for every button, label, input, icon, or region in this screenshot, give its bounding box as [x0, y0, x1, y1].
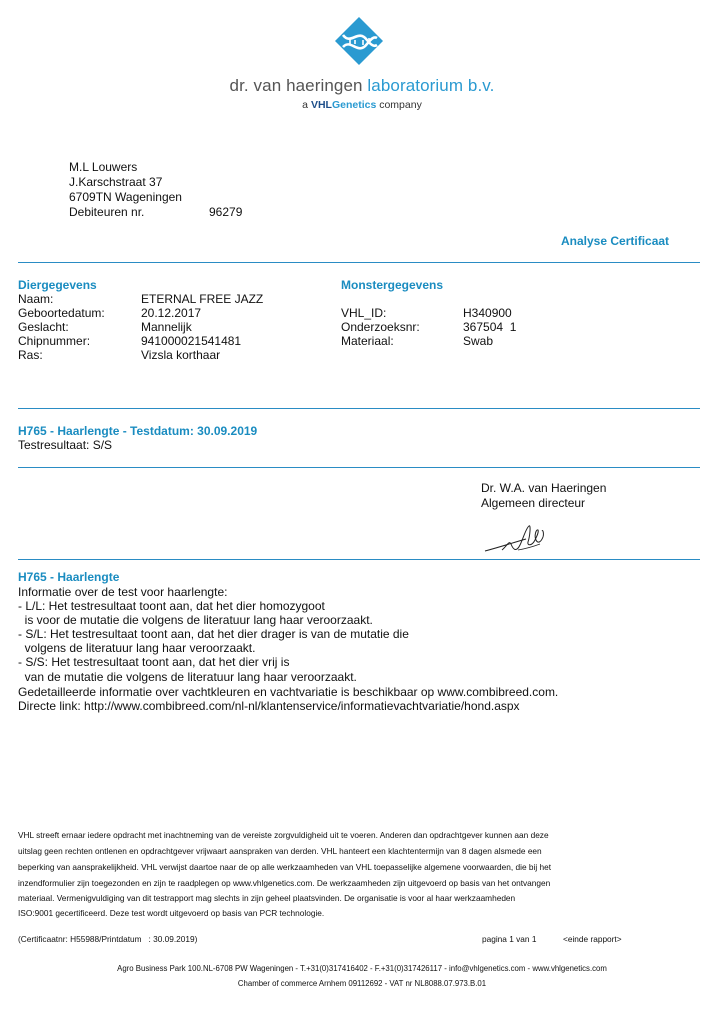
- address-city: 6709TN Wageningen: [69, 190, 182, 204]
- divider: [18, 559, 700, 560]
- info-line: Gedetailleerde informatie over vachtkleuren en vachtvariatie is beschikbaar op www.combibreed.com.: [18, 685, 559, 699]
- divider: [18, 467, 700, 468]
- animal-value: Vizsla korthaar: [141, 348, 221, 362]
- lab-tagline: a VHLGenetics company: [302, 99, 422, 111]
- info-line: - S/L: Het testresultaat toont aan, dat het dier drager is van de mutatie die: [18, 627, 409, 641]
- debtor-label: Debiteuren nr.: [69, 205, 145, 219]
- info-heading: H765 - Haarlengte: [18, 570, 120, 584]
- page-number: pagina 1 van 1: [482, 934, 537, 944]
- disclaimer-line: ISO:9001 gecertificeerd. Deze test wordt uitgevoerd op basis van PCR technologie.: [18, 908, 325, 918]
- info-line: - S/S: Het testresultaat toont aan, dat het dier vrij is: [18, 655, 290, 669]
- animal-value: ETERNAL FREE JAZZ: [141, 292, 264, 306]
- info-line: van de mutatie die volgens de literatuur lang haar veroorzaakt.: [18, 670, 357, 684]
- disclaimer-line: materiaal. Vermenigvuldiging van dit testrapport mag slechts in zijn geheel plaatsvinden. De organisatie is voor al haar werkzaamheden: [18, 893, 516, 903]
- info-line: Directe link: http://www.combibreed.com/nl-nl/klantenservice/informatievachtvariatie/hond.aspx: [18, 699, 520, 713]
- test-heading: H765 - Haarlengte - Testdatum: 30.09.2019: [18, 424, 258, 438]
- sample-label: Onderzoeksnr:: [341, 320, 420, 334]
- sample-value: 367504 1: [463, 320, 517, 334]
- end-of-report: <einde rapport>: [563, 934, 622, 944]
- lab-name-accent: laboratorium b.v.: [367, 76, 495, 95]
- divider: [18, 408, 700, 409]
- animal-heading: Diergegevens: [18, 278, 97, 292]
- debtor-number: 96279: [209, 205, 243, 219]
- certificate-info: (Certificaatnr: H55988/Printdatum : 30.09.2019): [18, 934, 198, 944]
- animal-label: Geslacht:: [18, 320, 69, 334]
- animal-value: 20.12.2017: [141, 306, 202, 320]
- lab-logo: [334, 16, 384, 66]
- footer-chamber: Chamber of commerce Arnhem 09112692 - VAT nr NL8088.07.973.B.01: [237, 979, 487, 988]
- info-line: volgens de literatuur lang haar veroorzaakt.: [18, 641, 256, 655]
- address-name: M.L Louwers: [69, 160, 138, 174]
- sample-value: Swab: [463, 334, 494, 348]
- animal-value: Mannelijk: [141, 320, 192, 334]
- disclaimer-line: inzendformulier zijn toegezonden en zijn te raadplegen op www.vhlgenetics.com. De werkzaamheden zijn uitgevoerd op basis van het ontvangen: [18, 878, 551, 888]
- disclaimer-line: uitslag geen rechten ontlenen en opdrachtgever vrijwaart aanspraken van derden. VHL hanteert een klachtentermijn van 8 dagen alsmede een: [18, 846, 542, 856]
- animal-label: Geboortedatum:: [18, 306, 105, 320]
- signatory-name: Dr. W.A. van Haeringen: [481, 481, 607, 495]
- animal-label: Naam:: [18, 292, 54, 306]
- address-street: J.Karschstraat 37: [69, 175, 163, 189]
- sample-value: H340900: [463, 306, 512, 320]
- sample-label: VHL_ID:: [341, 306, 387, 320]
- signatory-title: Algemeen directeur: [481, 496, 586, 510]
- sample-label: Materiaal:: [341, 334, 394, 348]
- animal-label: Chipnummer:: [18, 334, 91, 348]
- animal-value: 941000021541481: [141, 334, 242, 348]
- info-line: - L/L: Het testresultaat toont aan, dat het dier homozygoot: [18, 599, 325, 613]
- handwritten-signature: [482, 520, 552, 558]
- lab-name: [0, 76, 724, 96]
- test-result: Testresultaat: S/S: [18, 438, 113, 452]
- footer-address: Agro Business Park 100.NL-6708 PW Wageningen - T.+31(0)317416402 - F.+31(0)317426117 - info@vhlgenetics.com - www.vhlgenetics.com: [117, 964, 607, 973]
- certificate-title: Analyse Certificaat: [561, 234, 670, 248]
- lab-name-main: dr. van haeringen: [229, 76, 363, 95]
- disclaimer-line: beperking van aansprakelijkheid. VHL verwijst daartoe naar de op alle werkzaamheden van VHL toepasselijke algemene voorwaarden, die bij het: [18, 862, 552, 872]
- animal-label: Ras:: [18, 348, 43, 362]
- divider: [18, 262, 700, 263]
- info-line: is voor de mutatie die volgens de literatuur lang haar veroorzaakt.: [18, 613, 373, 627]
- sample-heading: Monstergegevens: [341, 278, 444, 292]
- info-line: Informatie over de test voor haarlengte:: [18, 585, 228, 599]
- disclaimer-line: VHL streeft ernaar iedere opdracht met inachtneming van de vereiste zorgvuldigheid uit te voeren. Anderen dan opdrachtgever kunnen aan deze: [18, 830, 549, 840]
